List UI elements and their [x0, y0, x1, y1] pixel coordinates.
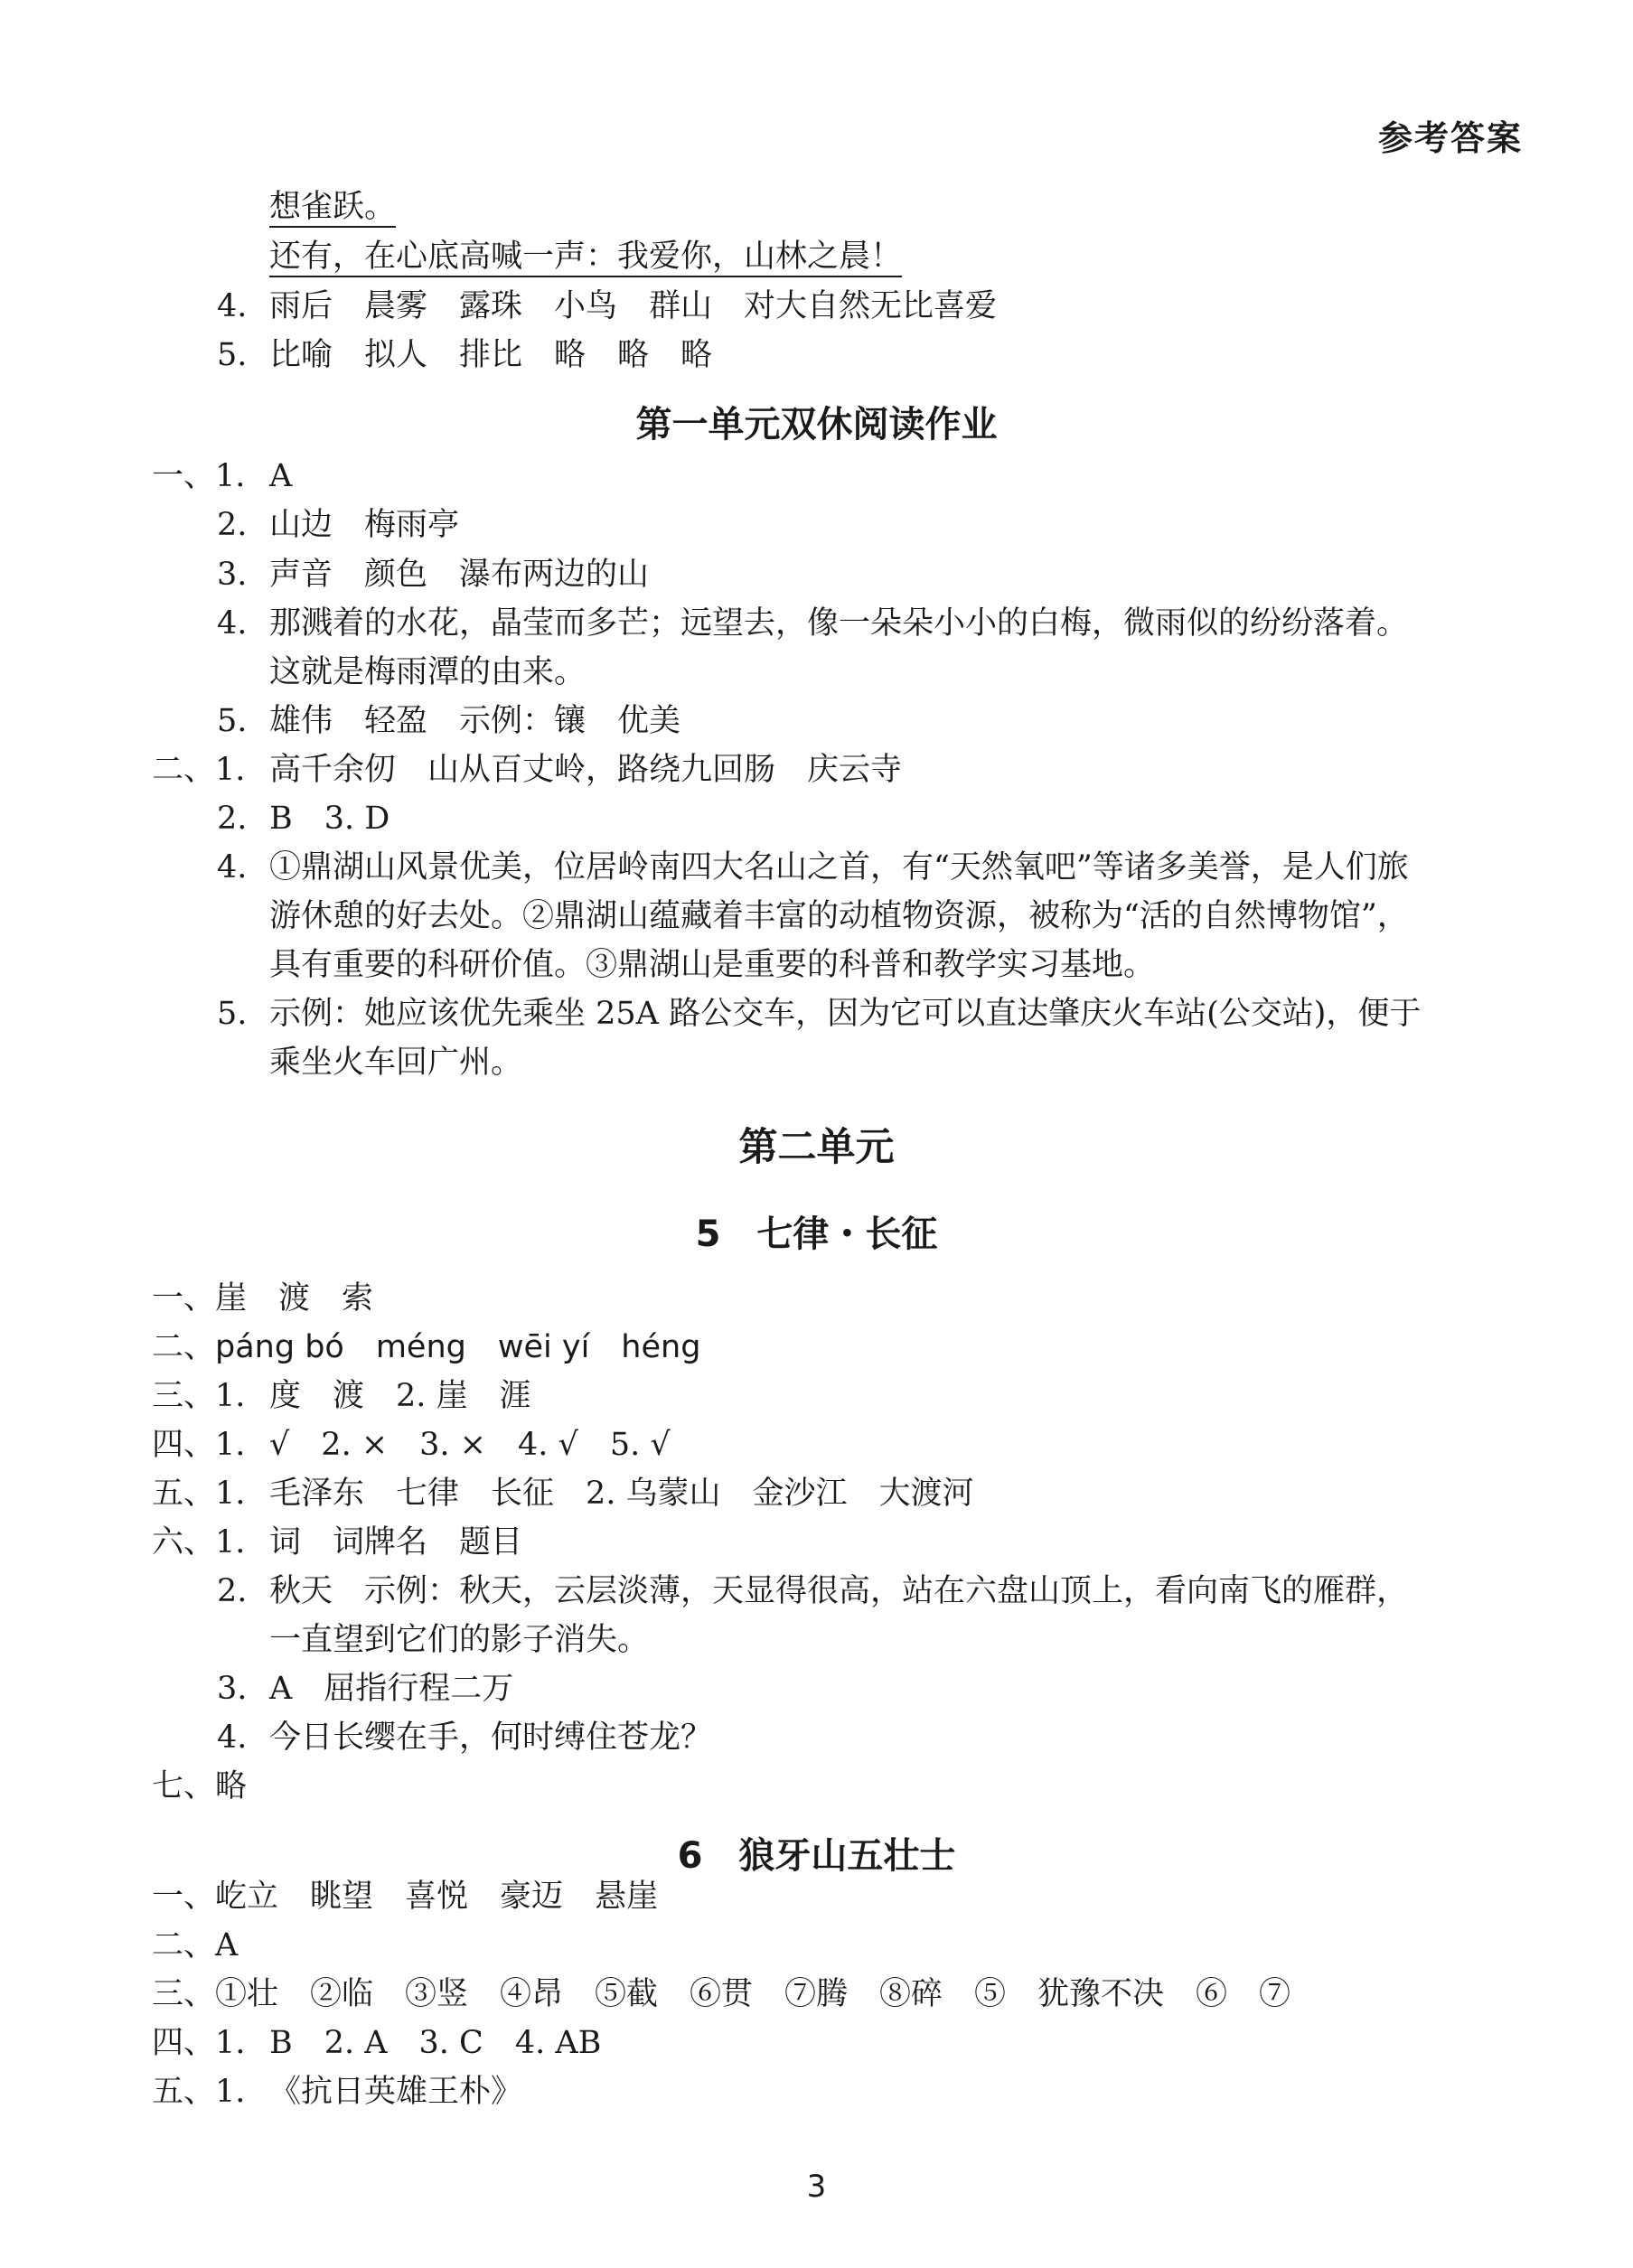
item-text: 这就是梅雨潭的由来。	[269, 654, 587, 690]
item-text: 山边 梅雨亭	[269, 507, 460, 543]
item-marker: 三、	[152, 1976, 216, 2012]
item-marker: 4.	[217, 605, 248, 642]
item-text: 声音 颜色 瀑布两边的山	[269, 557, 650, 593]
lesson-title: 5 七律・长征	[695, 1214, 938, 1255]
item-marker: 二、	[152, 1927, 216, 1963]
item-text: 雨后 晨雾 露珠 小鸟 群山 对大自然无比喜爱	[269, 288, 998, 324]
item-text: ①壮 ②临 ③竖 ④昂 ⑤截 ⑥贯 ⑦腾 ⑧碎 ⑤ 犹豫不决 ⑥ ⑦	[215, 1976, 1291, 2012]
item-marker: 3.	[217, 557, 248, 593]
item-text: 词 词牌名 题目	[269, 1524, 523, 1560]
item-text: 崖 渡 索	[215, 1280, 374, 1317]
item-marker: 七、	[152, 1768, 216, 1804]
item-marker: 4.	[217, 849, 248, 886]
item-marker: 5.	[217, 703, 248, 739]
item-text: 雄伟 轻盈 示例：镶 优美	[269, 703, 681, 739]
item-marker: 2.	[217, 507, 248, 543]
item-text: 今日长缨在手，何时缚住苍龙？	[269, 1720, 713, 1756]
item-marker: 3.	[217, 1671, 248, 1707]
item-text: 乘坐火车回广州。	[269, 1045, 523, 1081]
item-marker: 二、1.	[152, 752, 246, 788]
item-text: ①鼎湖山风景优美，位居岭南四大名山之首，有“天然氧吧”等诸多美誉，是人们旅	[269, 849, 1409, 886]
item-marker: 2.	[217, 1573, 248, 1609]
item-text: 一直望到它们的影子消失。	[269, 1622, 650, 1658]
item-marker: 二、	[152, 1329, 216, 1365]
item-text: A	[215, 1927, 239, 1963]
item-text: 度 渡 2. 崖 涯	[269, 1378, 531, 1414]
item-text: 略	[215, 1768, 248, 1804]
item-text: 毛泽东 七律 长征 2. 乌蒙山 金沙江 大渡河	[269, 1476, 974, 1512]
item-text: 比喻 拟人 排比 略 略 略	[269, 337, 713, 373]
item-text: 示例：她应该优先乘坐 25A 路公交车，因为它可以直达肇庆火车站(公交站)，便于	[269, 996, 1422, 1032]
item-marker: 五、1.	[152, 2074, 246, 2110]
item-text: 秋天 示例：秋天，云层淡薄，天显得很高，站在六盘山顶上，看向南飞的雁群，	[269, 1573, 1409, 1609]
item-marker: 六、1.	[152, 1524, 246, 1560]
item-marker: 一、	[152, 1879, 216, 1915]
item-text: 游休憩的好去处。②鼎湖山蕴藏着丰富的动植物资源，被称为“活的自然博物馆”，	[269, 898, 1409, 934]
item-marker: 一、1.	[152, 458, 246, 494]
item-marker: 五、1.	[152, 1476, 246, 1512]
item-text: B 3. D	[269, 801, 390, 837]
item-text: √ 2. × 3. × 4. √ 5. √	[269, 1427, 671, 1463]
item-text: 想雀跃。	[269, 189, 397, 225]
item-text: 高千余仞 山从百丈岭，路绕九回肠 庆云寺	[269, 752, 903, 788]
section-title: 第一单元双休阅读作业	[635, 404, 998, 445]
page-header: 参考答案	[1377, 117, 1523, 158]
item-marker: 2.	[217, 801, 248, 837]
item-text: A	[269, 458, 293, 494]
unit-title: 第二单元	[738, 1125, 895, 1170]
item-text: 还有，在心底高喊一声：我爱你，山林之晨！	[269, 239, 903, 275]
item-marker: 5.	[217, 996, 248, 1032]
page-number: 3	[806, 2169, 827, 2205]
item-text: 那溅着的水花，晶莹而多芒；远望去，像一朵朵小小的白梅，微雨似的纷纷落着。	[269, 605, 1409, 642]
item-marker: 5.	[217, 337, 248, 373]
item-text: B 2. A 3. C 4. AB	[269, 2025, 602, 2061]
item-marker: 三、1.	[152, 1378, 246, 1414]
item-marker: 四、1.	[152, 2025, 246, 2061]
lesson-title: 6 狼牙山五壮士	[677, 1835, 956, 1877]
item-marker: 四、1.	[152, 1427, 246, 1463]
item-text: 具有重要的科研价值。③鼎湖山是重要的科普和教学实习基地。	[269, 947, 1156, 983]
item-text: 屹立 眺望 喜悦 豪迈 悬崖	[215, 1879, 659, 1915]
item-marker: 4.	[217, 288, 248, 324]
item-marker: 一、	[152, 1280, 216, 1317]
item-text: A 屈指行程二万	[269, 1671, 514, 1707]
item-marker: 4.	[217, 1720, 248, 1756]
item-text: páng bó méng wēi yí héng	[215, 1329, 701, 1365]
item-text: 《抗日英雄王朴》	[269, 2074, 523, 2110]
